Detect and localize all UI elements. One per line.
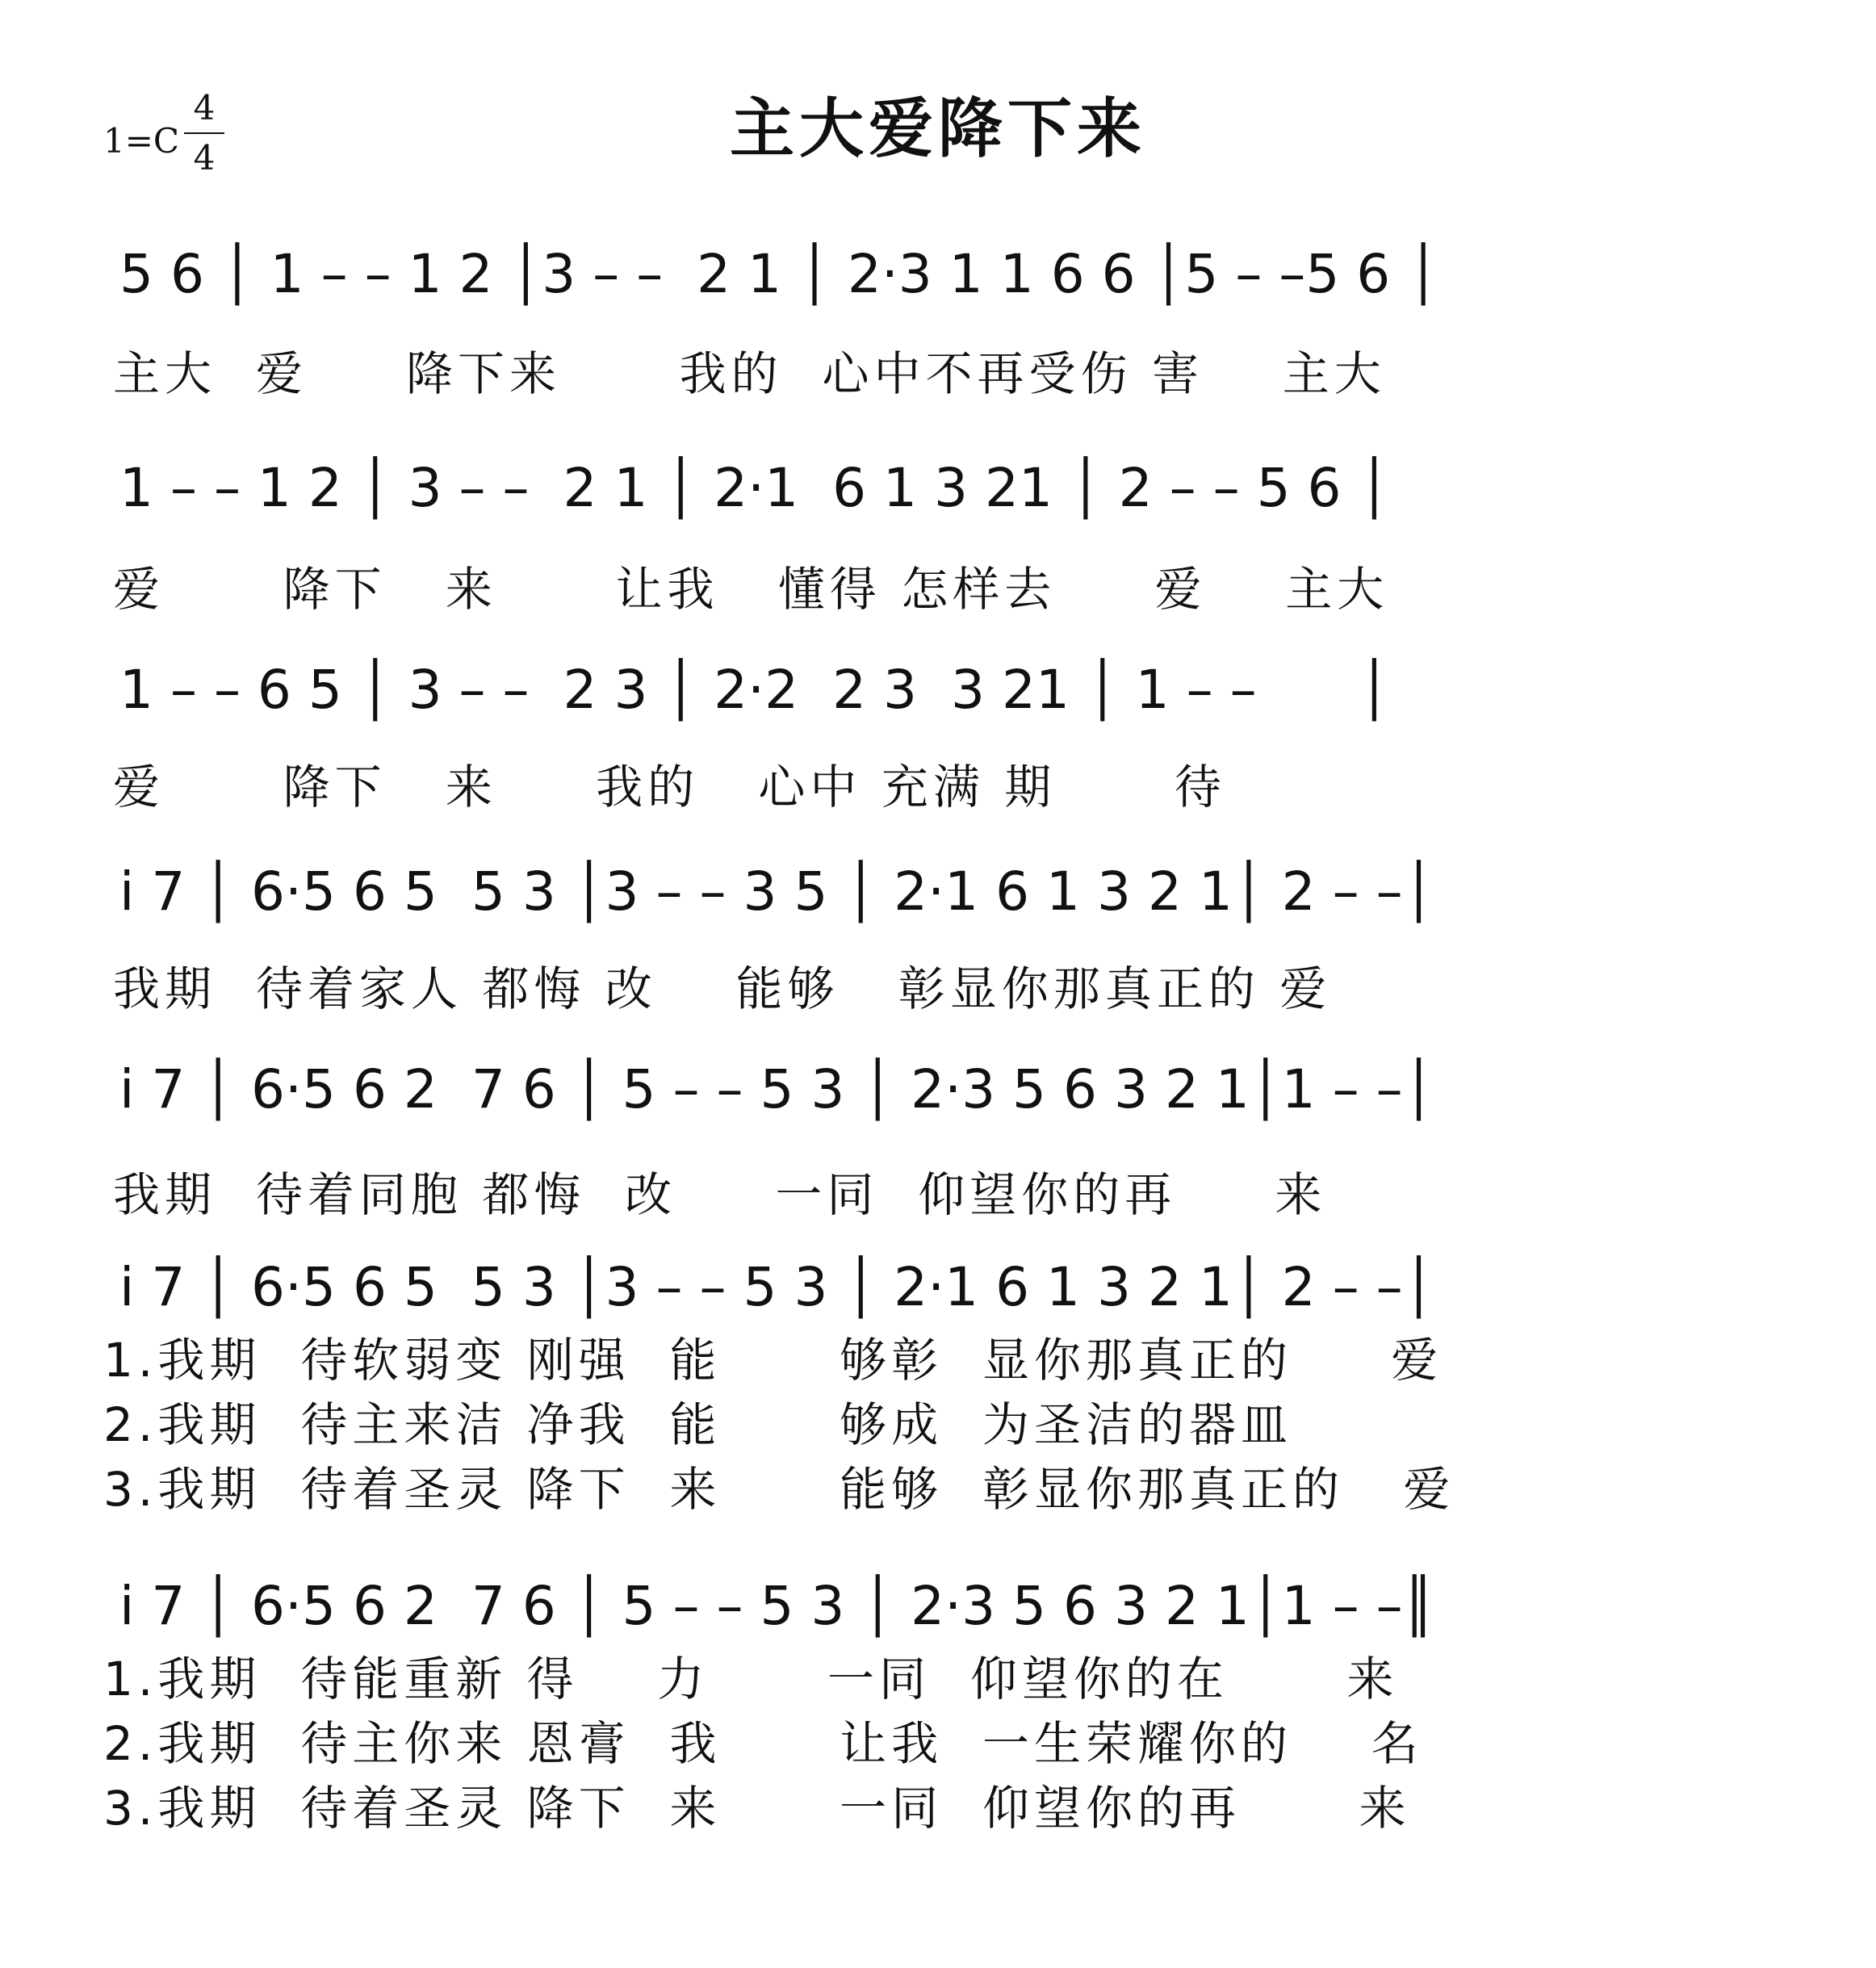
lyric-line: 我期 待着家人 都悔 改 能够 彰显你那真正的 爱 [113, 961, 1332, 1016]
notation-line: i 7 │ 6·5 6 2 7 6 │ 5 – – 5 3 │ 2·3 5 6 3 2 1│1 – –│ [119, 1058, 1435, 1120]
lyric-verse-3: 3.我期 待着圣灵 降下 来 一同 仰望你的再 来 [103, 1781, 1411, 1836]
notation-line: 1 – – 6 5 │ 3 – – 2 3 │ 2·2 2 3 3 21 │ 1 – – │ [119, 659, 1391, 721]
lyric-verse-2: 2.我期 待主你来 恩膏 我 让我 一生荣耀你的 名 [103, 1716, 1423, 1771]
lyric-line: 爱 降下 来 我的 心中 充满 期 待 [113, 760, 1226, 814]
lyric-verse-3: 3.我期 待着圣灵 降下 来 能够 彰显你那真正的 爱 [103, 1462, 1455, 1517]
time-signature-top: 4 [193, 88, 216, 128]
lyric-verse-2: 2.我期 待主来洁 净我 能 够成 为圣洁的器皿 [103, 1397, 1293, 1452]
lyric-line: 爱 降下 来 让我 懂得 怎样去 爱 主大 [113, 562, 1389, 617]
lyric-line: 主大 爱 降下来 我的 心中不再受伤 害 主大 [113, 346, 1386, 401]
notation-line: 1 – – 1 2 │ 3 – – 2 1 │ 2·1 6 1 3 21 │ 2 – – 5 6 │ [119, 457, 1391, 519]
notation-line: i 7 │ 6·5 6 5 5 3 │3 – – 3 5 │ 2·1 6 1 3 2 1│ 2 – –│ [119, 860, 1435, 923]
notation-line: 5 6 │ 1 – – 1 2 │3 – – 2 1 │ 2·3 1 1 6 6 │5 – –5 6 │ [119, 243, 1440, 305]
time-signature-bottom: 4 [193, 138, 216, 178]
lyric-line: 我期 待着同胞 都悔 改 一同 仰望你的再 来 [113, 1167, 1327, 1222]
song-title: 主大爱降下来 [730, 91, 1146, 166]
lyric-verse-1: 1.我期 待软弱变 刚强 能 够彰 显你那真正的 爱 [103, 1333, 1443, 1388]
lyric-verse-1: 1.我期 待能重新 得 力 一同 仰望你的在 来 [103, 1652, 1399, 1706]
notation-line: i 7 │ 6·5 6 5 5 3 │3 – – 5 3 │ 2·1 6 1 3 2 1│ 2 – –│ [119, 1256, 1435, 1318]
notation-line: i 7 │ 6·5 6 2 7 6 │ 5 – – 5 3 │ 2·3 5 6 3 2 1│1 – –║ [119, 1575, 1435, 1637]
key-signature: 1=C [103, 121, 180, 161]
